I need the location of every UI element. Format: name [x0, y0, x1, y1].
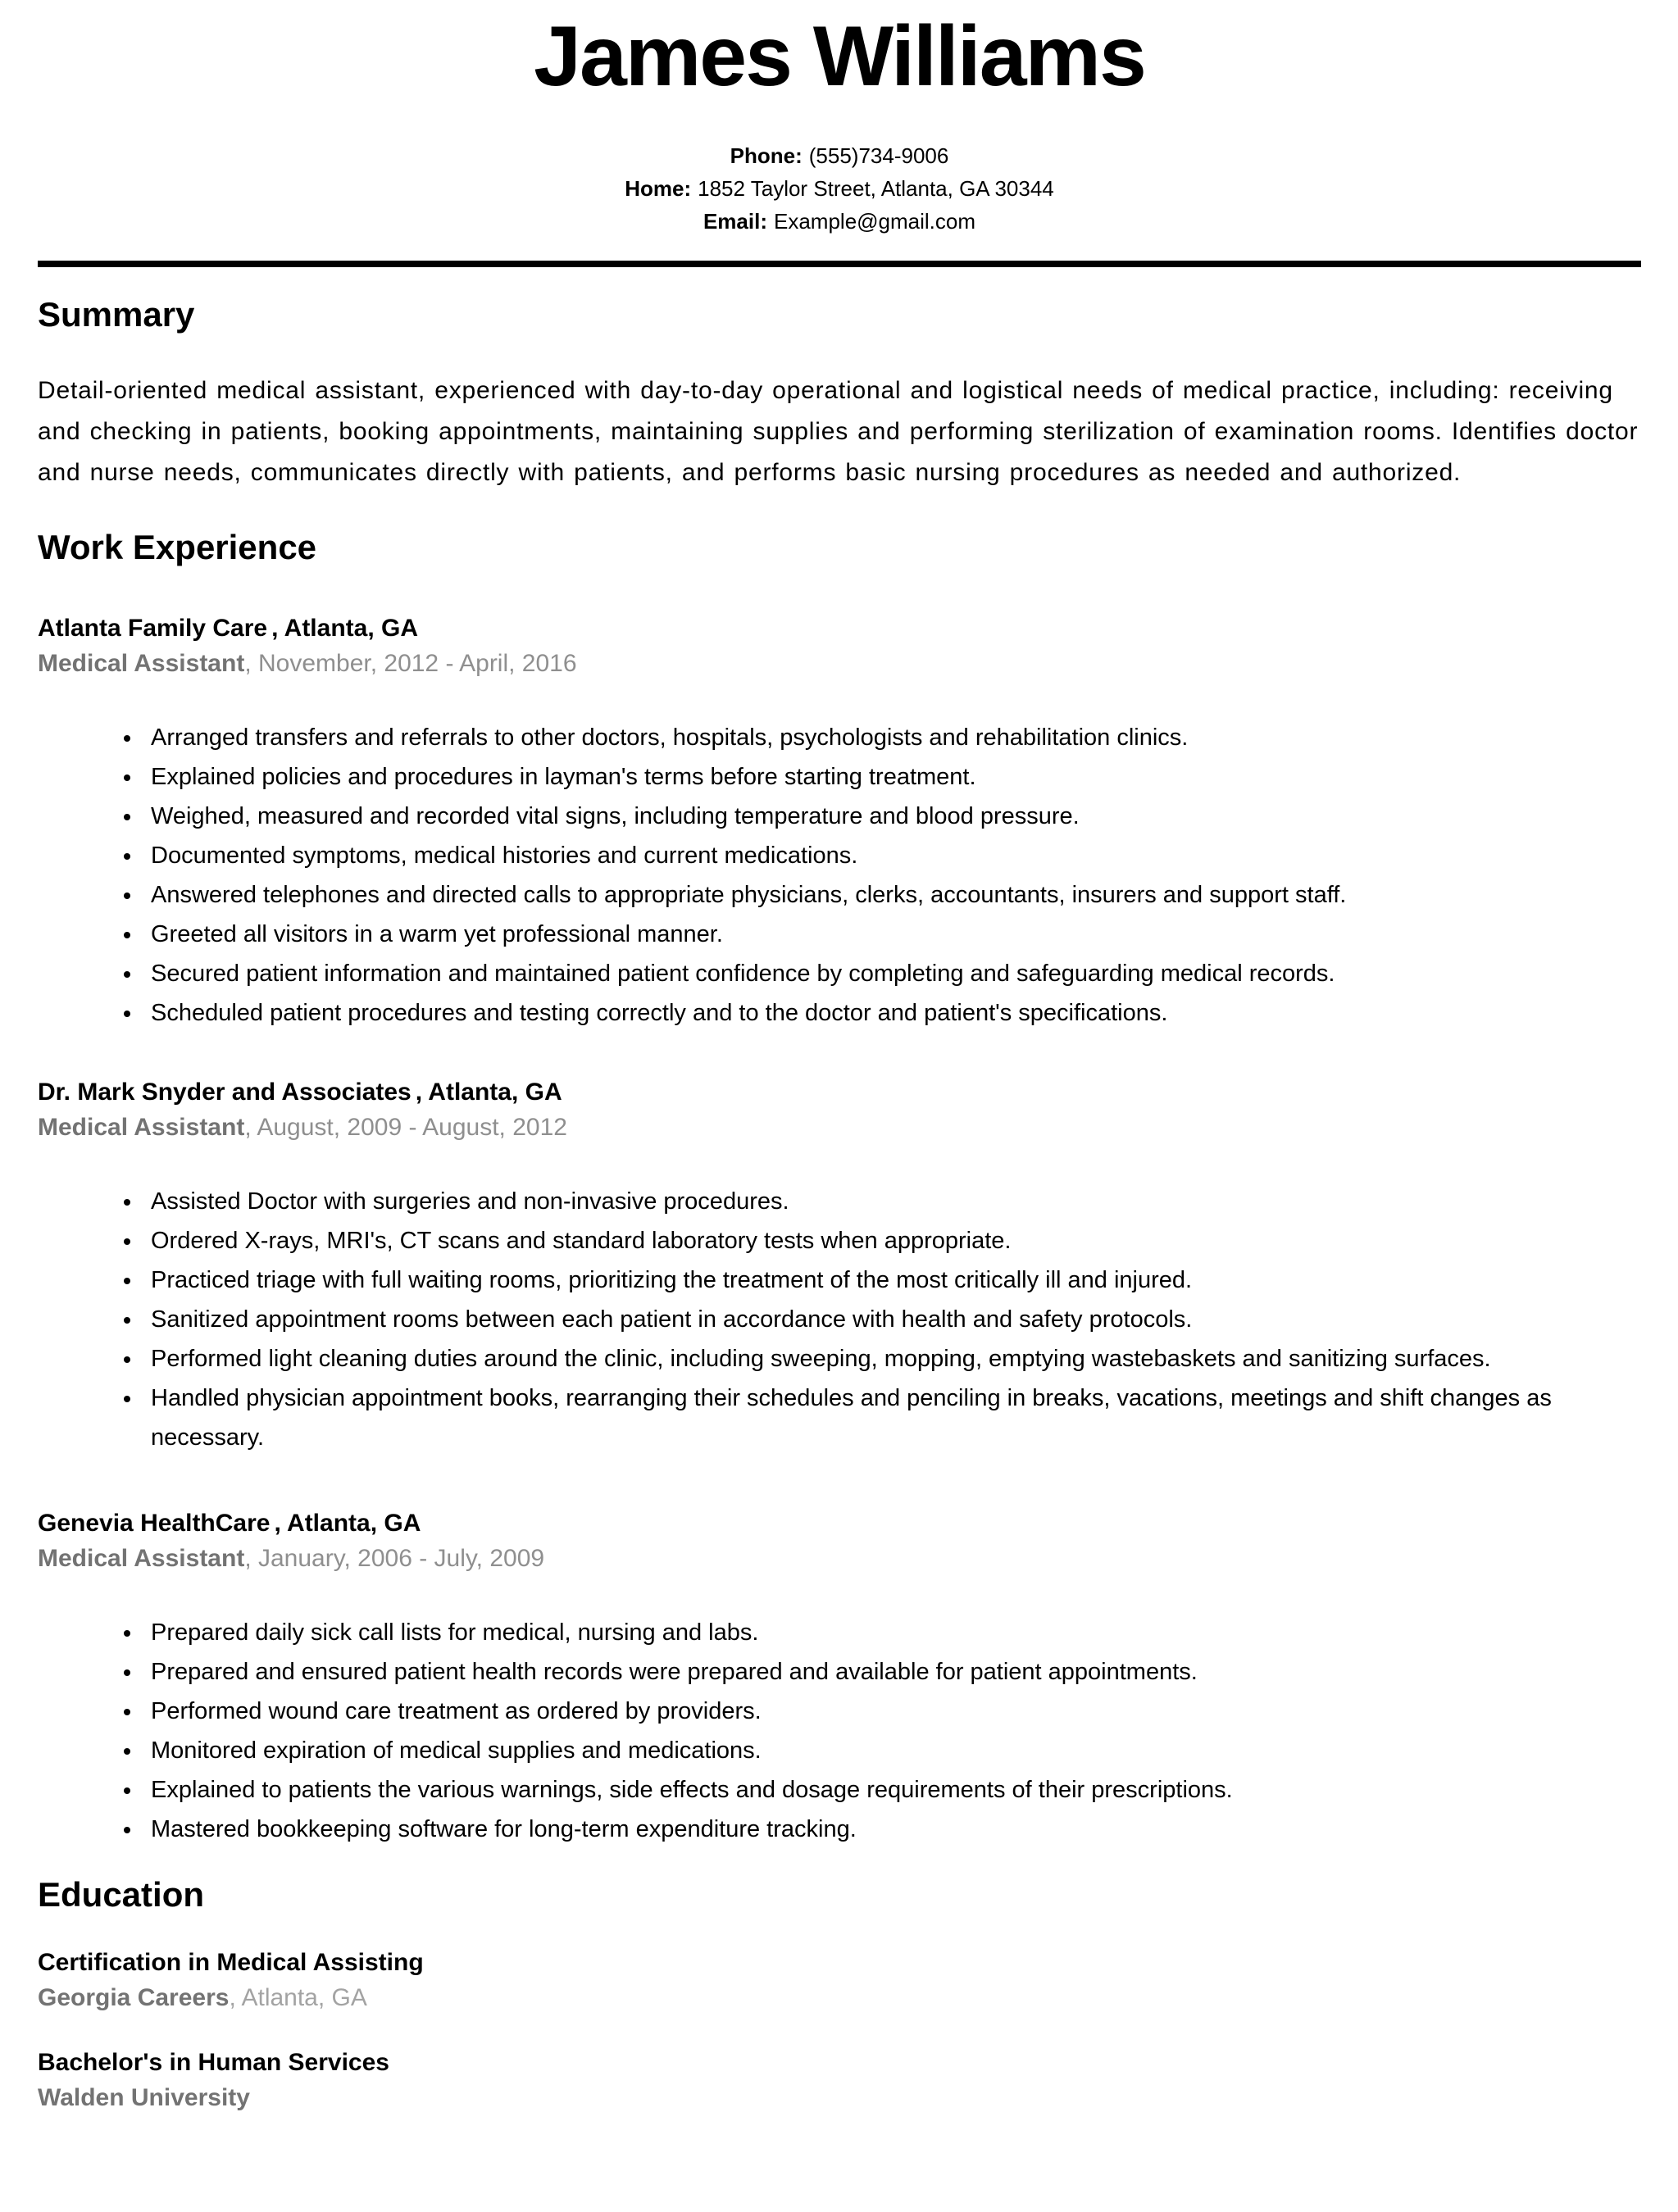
job-duties-list: [38, 1613, 1641, 1849]
contact-block: [38, 139, 1641, 238]
job-duty: • Secured patient information and maintained patient confidence by completing and safeguarding medical records.: [143, 954, 1641, 993]
job-duty: • Answered telephones and directed calls to appropriate physicians, clerks, accountants, insurers and support staff.: [143, 875, 1641, 915]
job-duties-list: [38, 718, 1641, 1033]
job-duty: • Prepared and ensured patient health records were prepared and available for patient appointments.: [143, 1652, 1641, 1692]
job-entry-dr-mark-snyder: [38, 1075, 1641, 1457]
person-name: James Williams: [534, 9, 1145, 104]
section-education: [38, 1874, 1641, 2116]
job-company-line: [38, 1075, 1641, 1110]
home-label: Home:: [625, 176, 692, 201]
education-school: Walden University: [38, 2084, 250, 2111]
job-role: Medical Assistant: [38, 1545, 245, 1572]
job-location: , Atlanta, GA: [415, 1079, 562, 1106]
header-divider: [38, 261, 1641, 267]
phone-value: (555)734-9006: [808, 143, 949, 168]
job-duty: • Performed light cleaning duties around the clinic, including sweeping, mopping, emptying wastebaskets and sanitizing surfaces.: [143, 1339, 1641, 1379]
resume-header: [38, 3, 1641, 238]
phone-label: Phone:: [730, 143, 803, 168]
job-duty: • Practiced triage with full waiting rooms, prioritizing the treatment of the most critically ill and injured.: [143, 1260, 1641, 1300]
job-role-line: [38, 1110, 1641, 1146]
education-heading: Education: [38, 1875, 205, 1914]
job-duty: • Weighed, measured and recorded vital signs, including temperature and blood pressure.: [143, 797, 1641, 836]
job-duties-list: [38, 1182, 1641, 1457]
home-value: 1852 Taylor Street, Atlanta, GA 30344: [698, 176, 1054, 201]
education-degree: Bachelor's in Human Services: [38, 2049, 389, 2076]
job-company-line: [38, 1506, 1641, 1541]
job-duty: • Arranged transfers and referrals to other doctors, hospitals, psychologists and rehabilitation clinics.: [143, 718, 1641, 757]
contact-home-line: [38, 172, 1641, 205]
education-degree: Certification in Medical Assisting: [38, 1949, 424, 1976]
job-dates: , November, 2012 - April, 2016: [244, 650, 577, 677]
email-label: Email:: [703, 209, 767, 234]
contact-email-line: [38, 205, 1641, 238]
job-duty: • Ordered X-rays, MRI's, CT scans and standard laboratory tests when appropriate.: [143, 1221, 1641, 1260]
job-duty: • Handled physician appointment books, rearranging their schedules and penciling in breaks, vacations, meetings and shift changes as necessary.: [143, 1379, 1641, 1457]
email-value: Example@gmail.com: [774, 209, 976, 234]
job-company-line: [38, 611, 1641, 646]
section-summary: [38, 293, 1641, 493]
job-duty: • Sanitized appointment rooms between each patient in accordance with health and safety protocols.: [143, 1300, 1641, 1339]
summary-heading: Summary: [38, 295, 195, 334]
education-school-line: [38, 2080, 1641, 2116]
education-entry-certification: [38, 1946, 1641, 2016]
section-work-experience: [38, 526, 1641, 1849]
job-company: Dr. Mark Snyder and Associates: [38, 1079, 412, 1106]
education-location: , Atlanta, GA: [229, 1984, 367, 2011]
job-duty: • Monitored expiration of medical supplies and medications.: [143, 1731, 1641, 1770]
job-duty: • Prepared daily sick call lists for medical, nursing and labs.: [143, 1613, 1641, 1652]
job-duty: • Greeted all visitors in a warm yet professional manner.: [143, 915, 1641, 954]
job-duty: • Explained to patients the various warnings, side effects and dosage requirements of their prescriptions.: [143, 1770, 1641, 1810]
job-role-line: [38, 1541, 1641, 1577]
job-company: Genevia HealthCare: [38, 1510, 271, 1537]
job-dates: , August, 2009 - August, 2012: [244, 1114, 567, 1141]
job-duty: • Documented symptoms, medical histories and current medications.: [143, 836, 1641, 875]
education-entry-bachelors: [38, 2046, 1641, 2116]
job-company: Atlanta Family Care: [38, 615, 268, 642]
education-school-line: [38, 1980, 1641, 2016]
education-school: Georgia Careers: [38, 1984, 230, 2011]
job-duty: • Explained policies and procedures in layman's terms before starting treatment.: [143, 757, 1641, 797]
job-location: , Atlanta, GA: [274, 1510, 421, 1537]
job-duty: • Assisted Doctor with surgeries and non-invasive procedures.: [143, 1182, 1641, 1221]
job-role: Medical Assistant: [38, 1114, 245, 1141]
job-duty: • Mastered bookkeeping software for long-term expenditure tracking.: [143, 1810, 1641, 1849]
job-dates: , January, 2006 - July, 2009: [244, 1545, 545, 1572]
summary-text: Detail-oriented medical assistant, experienced with day-to-day operational and logistical needs of medical practice, including: receiving and checking in patients, booking appointments, maintaining supplies and performing sterilization of examination rooms. Identifies doctor and nurse needs, communicates directly with patients, and performs basic nursing procedures as needed and authorized.: [38, 377, 1639, 486]
job-role-line: [38, 646, 1641, 682]
job-duty: • Scheduled patient procedures and testing correctly and to the doctor and patient's specifications.: [143, 993, 1641, 1033]
work-experience-heading: Work Experience: [38, 528, 317, 566]
job-duty: • Performed wound care treatment as ordered by providers.: [143, 1692, 1641, 1731]
job-location: , Atlanta, GA: [271, 615, 418, 642]
job-entry-atlanta-family-care: [38, 611, 1641, 1033]
resume-content: [0, 3, 1678, 2116]
job-role: Medical Assistant: [38, 650, 245, 677]
job-entry-genevia-healthcare: [38, 1506, 1641, 1849]
contact-phone-line: [38, 139, 1641, 172]
